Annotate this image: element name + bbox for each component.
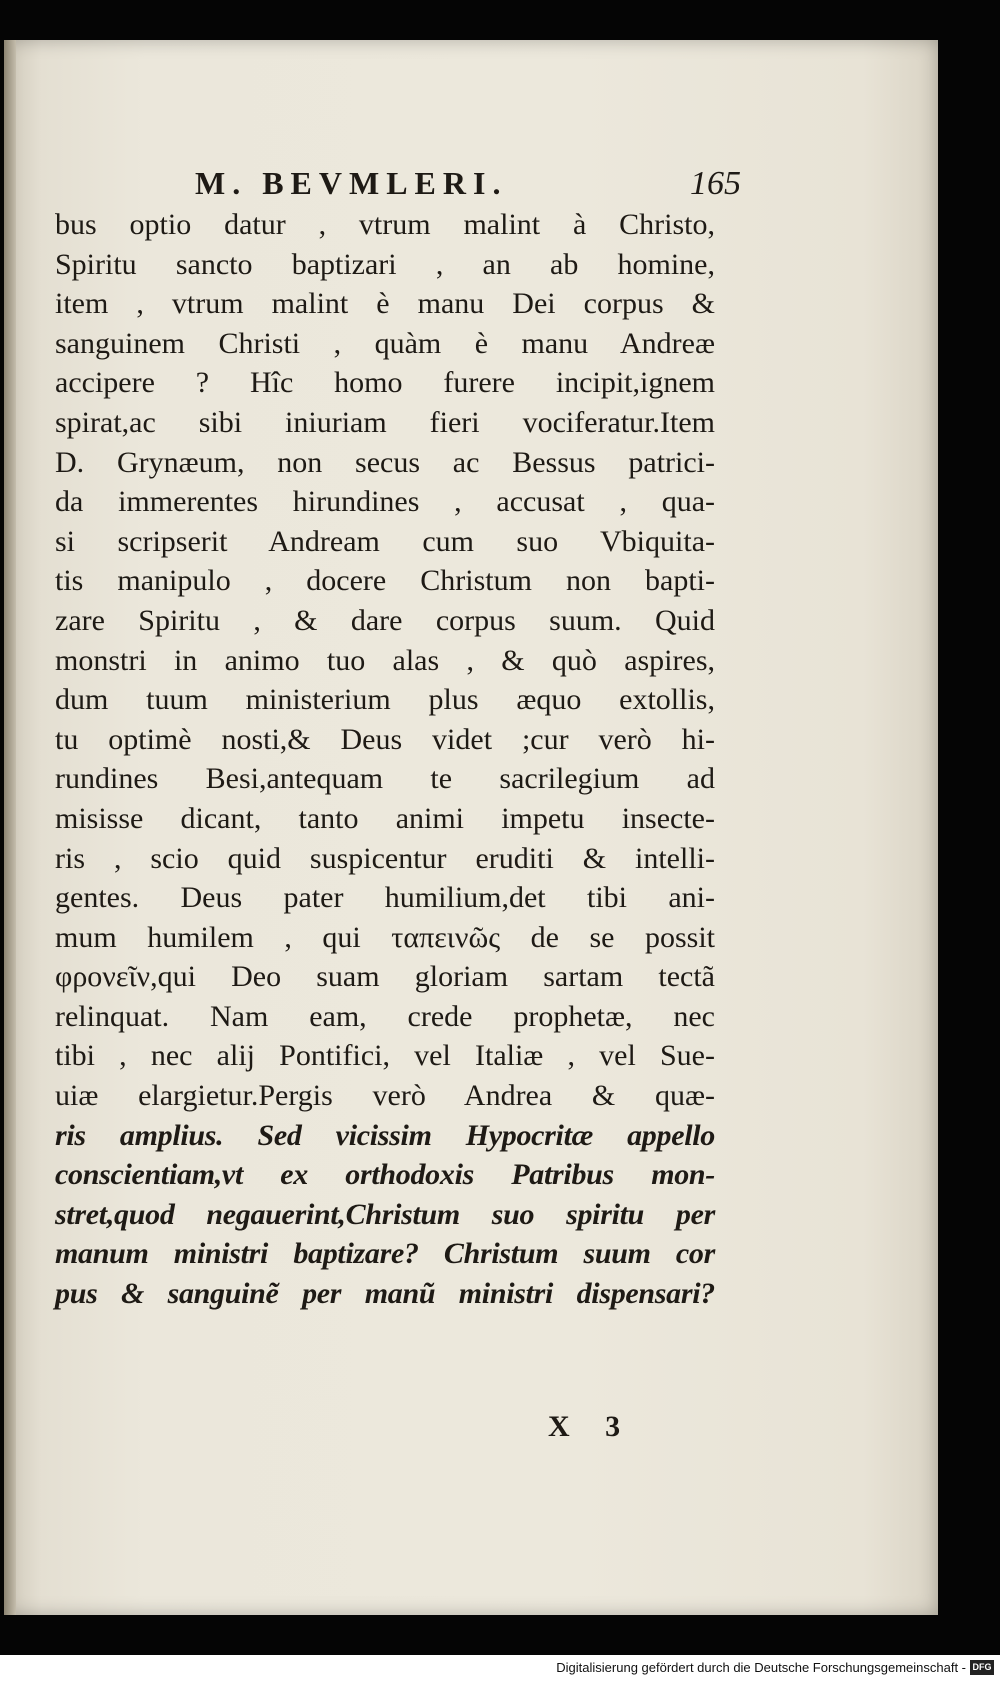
text-line: spirat,ac sibi iniuriam fieri vociferatur.Item [55, 405, 715, 439]
dfg-logo: DFG [970, 1660, 994, 1675]
text-line: pus & sanguinẽ per manũ ministri dispensari? [55, 1277, 715, 1311]
text-line: bus optio datur , vtrum malint à Christo, [55, 208, 715, 241]
text-line: da immerentes hirundines , accusat , qua- [55, 485, 715, 519]
text-line: rundines Besi,antequam te sacrilegium ad [55, 762, 715, 796]
text-line: dum tuum ministerium plus æquo extollis, [55, 683, 715, 717]
text-line: manum ministri baptizare? Christum suum cor [55, 1237, 715, 1271]
text-line: D. Grynæum, non secus ac Bessus patrici- [55, 445, 715, 479]
running-head: M. BEVMLERI. [195, 165, 508, 201]
text-line: uiæ elargietur.Pergis verò Andrea & quæ- [55, 1079, 715, 1113]
text-line: relinquat. Nam eam, crede prophetæ, nec [55, 999, 715, 1033]
signature-mark: X 3 [548, 1410, 635, 1443]
text-line: Spiritu sancto baptizari , an ab homine, [55, 247, 715, 281]
text-line: si scripserit Andream cum suo Vbiquita- [55, 524, 715, 558]
page-header [195, 165, 755, 205]
text-line: ris , scio quid suspicentur eruditi & intelli- [55, 841, 715, 875]
text-line: accipere ? Hîc homo furere incipit,ignem [55, 366, 715, 400]
page-number: 165 [690, 165, 741, 202]
text-line: gentes. Deus pater humilium,det tibi ani- [55, 881, 715, 915]
text-line: zare Spiritu , & dare corpus suum. Quid [55, 603, 715, 637]
text-line: conscientiam,vt ex orthodoxis Patribus mon- [55, 1158, 715, 1192]
text-line: stret,quod negauerint,Christum suo spiritu per [55, 1197, 715, 1231]
text-line: ris amplius. Sed vicissim Hypocritæ appello [55, 1118, 715, 1152]
text-line: tu optimè nosti,& Deus videt ;cur verò hi- [55, 722, 715, 756]
page-edge [4, 40, 16, 1615]
text-line: sanguinem Christi , quàm è manu Andreæ [55, 326, 715, 360]
body-text [55, 205, 715, 1314]
text-line: monstri in animo tuo alas , & quò aspires, [55, 643, 715, 677]
text-line: φρονεῖν,qui Deo suam gloriam sartam tectã [55, 960, 715, 994]
text-line: tibi , nec alij Pontifici, vel Italiæ , vel Sue- [55, 1039, 715, 1073]
footer-credit: Digitalisierung gefördert durch die Deutsche Forschungsgemeinschaft - [556, 1660, 966, 1675]
text-line: mum humilem , qui ταπεινῶς de se possit [55, 920, 715, 954]
text-line: item , vtrum malint è manu Dei corpus & [55, 287, 715, 321]
text-line: misisse dicant, tanto animi impetu insecte- [55, 801, 715, 835]
footer-bar [0, 1655, 1000, 1681]
text-line: tis manipulo , docere Christum non bapti- [55, 564, 715, 598]
